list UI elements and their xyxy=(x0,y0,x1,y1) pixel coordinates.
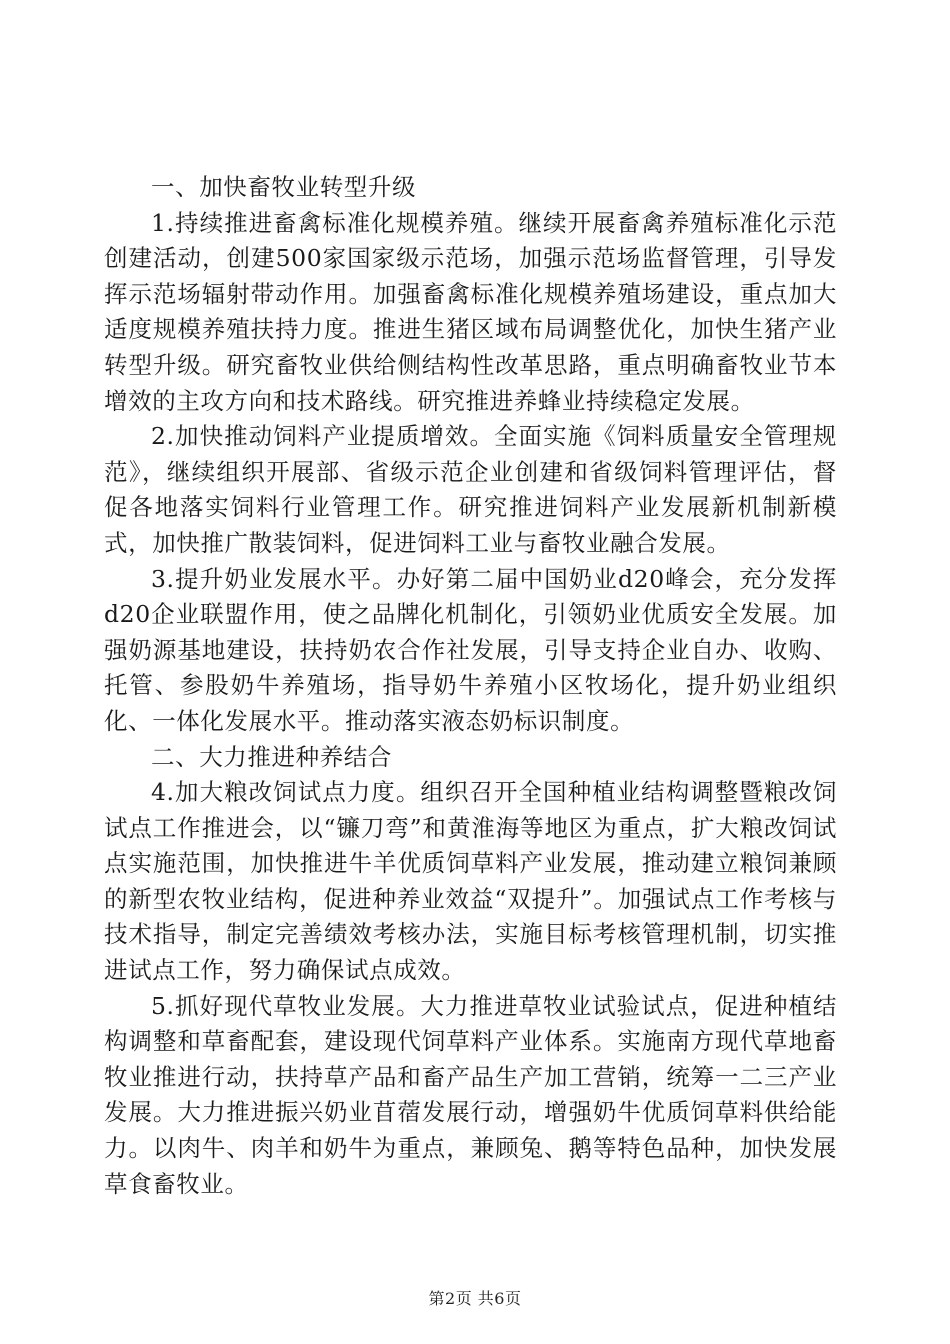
section-2-heading: 二、大力推进种养结合 xyxy=(151,742,392,771)
section-1-paragraph-3: 3.提升奶业发展水平。办好第二届中国奶业d20峰会，充分发挥d20企业联盟作用，使之品牌化机制化，引领奶业优质安全发展。加强奶源基地建设，扶持奶农合作社发展，引导支持企业自办、收购、托管、参股奶牛养殖场，指导奶牛养殖小区牧场化，提升奶业组织化、一体化发展水平。推动落实液态奶标识制度。 xyxy=(104,564,837,735)
section-2-paragraph-2: 5.抓好现代草牧业发展。大力推进草牧业试验试点，促进种植结构调整和草畜配套，建设现代饲草料产业体系。实施南方现代草地畜牧业推进行动，扶持草产品和畜产品生产加工营销，统筹一二三产业发展。大力推进振兴奶业苜蓿发展行动，增强奶牛优质饲草料供给能力。以肉牛、肉羊和奶牛为重点，兼顾兔、鹅等特色品种，加快发展草食畜牧业。 xyxy=(104,991,837,1198)
section-1-paragraph-2: 2.加快推动饲料产业提质增效。全面实施《饲料质量安全管理规范》，继续组织开展部、省级示范企业创建和省级饲料管理评估，督促各地落实饲料行业管理工作。研究推进饲料产业发展新机制新模式，加快推广散装饲料，促进饲料工业与畜牧业融合发展。 xyxy=(104,422,837,557)
page-footer xyxy=(0,1289,950,1309)
document-body xyxy=(104,170,837,1202)
section-2-paragraph-1: 4.加大粮改饲试点力度。组织召开全国种植业结构调整暨粮改饲试点工作推进会，以“镰刀弯”和黄淮海等地区为重点，扩大粮改饲试点实施范围，加快推进牛羊优质饲草料产业发展，推动建立粮饲兼顾的新型农牧业结构，促进种养业效益“双提升”。加强试点工作考核与技术指导，制定完善绩效考核办法，实施目标考核管理机制，切实推进试点工作，努力确保试点成效。 xyxy=(104,778,837,985)
section-1-heading: 一、加快畜牧业转型升级 xyxy=(151,173,417,201)
section-1-paragraph-1: 1.持续推进畜禽标准化规模养殖。继续开展畜禽养殖标准化示范创建活动，创建500家国家级示范场，加强示范场监督管理，引导发挥示范场辐射带动作用。加强畜禽标准化规模养殖场建设，重点加大适度规模养殖扶持力度。推进生猪区域布局调整优化，加快生猪产业转型升级。研究畜牧业供给侧结构性改革思路，重点明确畜牧业节本增效的主攻方向和技术路线。研究推进养蜂业持续稳定发展。 xyxy=(104,208,837,415)
page-number: 第2页 共6页 xyxy=(428,1289,522,1308)
